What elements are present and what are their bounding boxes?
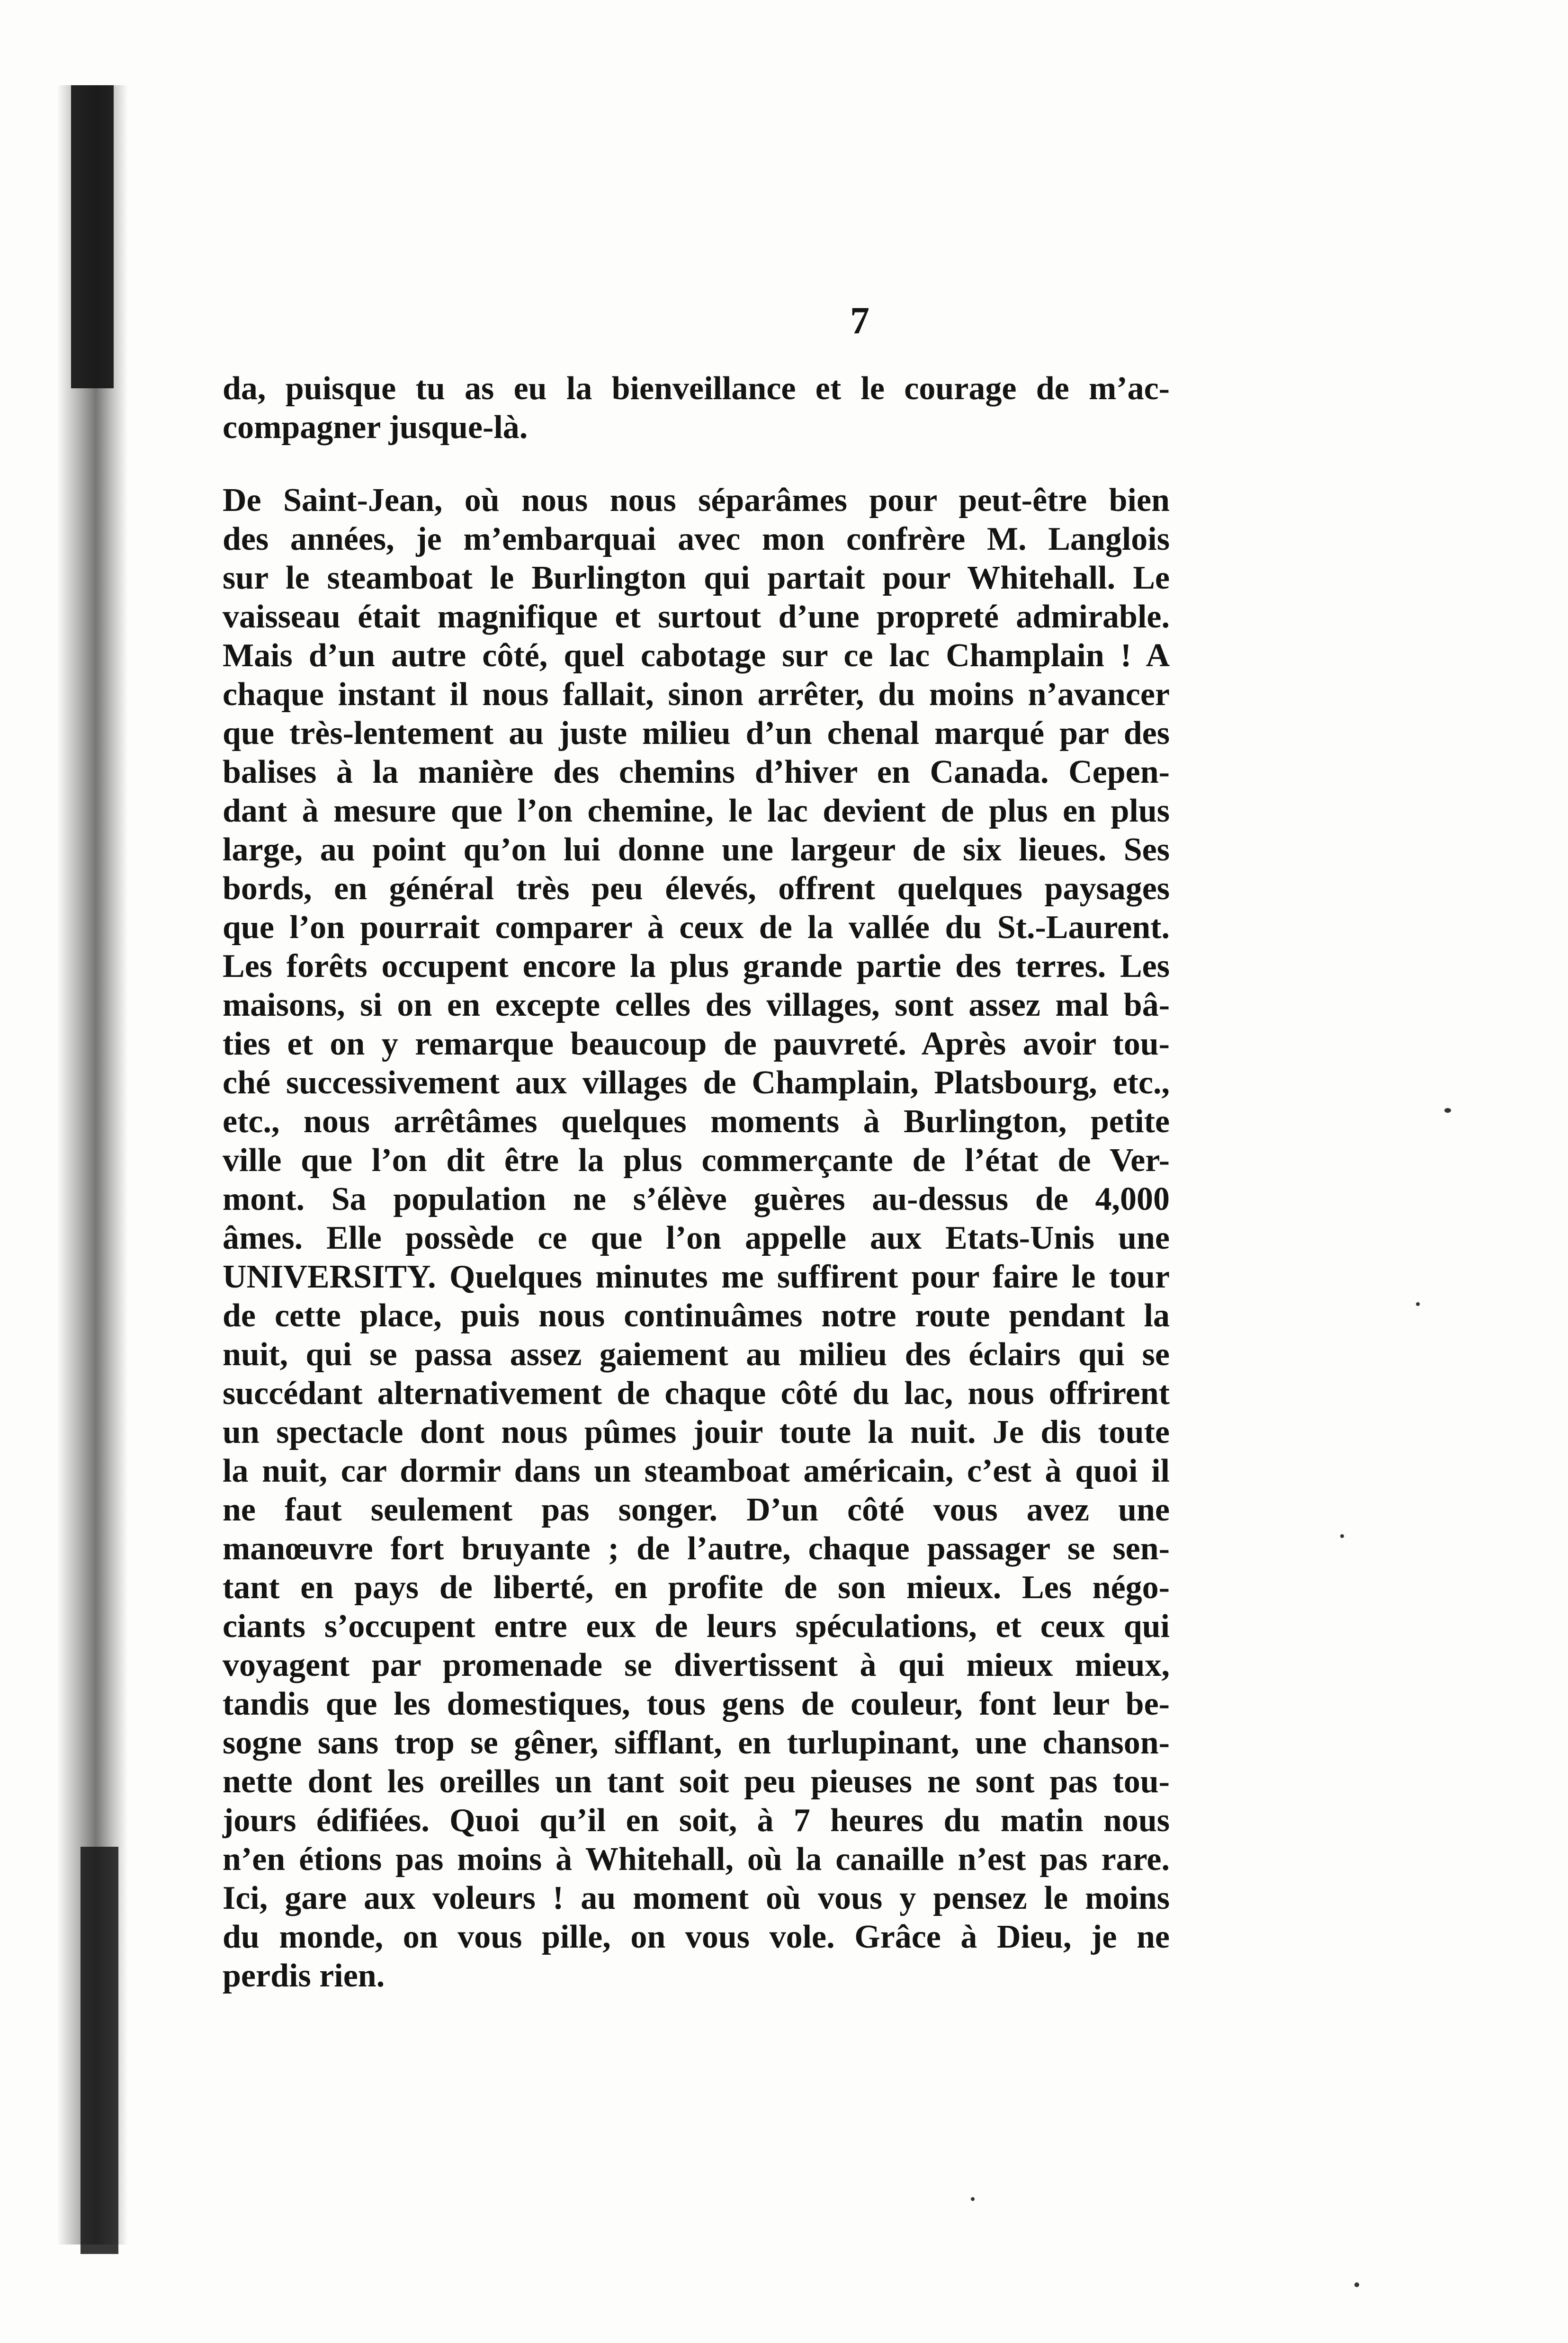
text-line: da, puisque tu as eu la bienveillance et le courage de m’ac- bbox=[223, 370, 1170, 407]
text-line: dant à mesure que l’on chemine, le lac devient de plus en plus bbox=[223, 793, 1170, 829]
text-line: etc., nous arrêtâmes quelques moments à Burlington, petite bbox=[223, 1103, 1170, 1140]
body-text bbox=[223, 369, 1170, 1995]
text-line: Les forêts occupent encore la plus grande partie des terres. Les bbox=[223, 948, 1170, 984]
binding-edge-bottom bbox=[81, 1847, 118, 2254]
scan-speck bbox=[1340, 1534, 1344, 1538]
scan-speck bbox=[1444, 1108, 1451, 1113]
text-line: ne faut seulement pas songer. D’un côté vous avez une bbox=[223, 1492, 1170, 1528]
text-line: perdis rien. bbox=[223, 1958, 385, 1994]
text-line: De Saint-Jean, où nous nous séparâmes pour peut-être bien bbox=[223, 482, 1170, 519]
text-line: n’en étions pas moins à Whitehall, où la canaille n’est pas rare. bbox=[223, 1841, 1170, 1878]
text-line: jours édifiées. Quoi qu’il en soit, à 7 heures du matin nous bbox=[223, 1802, 1170, 1839]
text-line: tandis que les domestiques, tous gens de couleur, font leur be- bbox=[223, 1686, 1170, 1722]
text-line: de cette place, puis nous continuâmes notre route pendant la bbox=[223, 1297, 1170, 1334]
scan-speck bbox=[971, 2197, 975, 2201]
text-line: ché successivement aux villages de Champlain, Platsbourg, etc., bbox=[223, 1064, 1170, 1101]
text-line: UNIVERSITY. Quelques minutes me suffirent pour faire le tour bbox=[223, 1259, 1170, 1295]
text-line: que l’on pourrait comparer à ceux de la vallée du St.-Laurent. bbox=[223, 909, 1170, 946]
text-line: mont. Sa population ne s’élève guères au-dessus de 4,000 bbox=[223, 1181, 1170, 1217]
text-line: du monde, on vous pille, on vous vole. Grâce à Dieu, je ne bbox=[223, 1919, 1170, 1955]
text-line: nette dont les oreilles un tant soit peu pieuses ne sont pas tou- bbox=[223, 1763, 1170, 1800]
text-line: nuit, qui se passa assez gaiement au milieu des éclairs qui se bbox=[223, 1336, 1170, 1373]
text-line: sur le steamboat le Burlington qui partait pour Whitehall. Le bbox=[223, 560, 1170, 596]
text-line: maisons, si on en excepte celles des villages, sont assez mal bâ- bbox=[223, 987, 1170, 1023]
text-line: large, au point qu’on lui donne une largeur de six lieues. Ses bbox=[223, 832, 1170, 868]
text-line: compagner jusque-là. bbox=[223, 409, 528, 446]
text-line: sogne sans trop se gêner, sifflant, en turlupinant, une chanson- bbox=[223, 1725, 1170, 1761]
page-number: 7 bbox=[850, 299, 869, 342]
text-line: succédant alternativement de chaque côté du lac, nous offrirent bbox=[223, 1375, 1170, 1412]
text-line: ciants s’occupent entre eux de leurs spéculations, et ceux qui bbox=[223, 1608, 1170, 1645]
text-line: vaisseau était magnifique et surtout d’une propreté admirable. bbox=[223, 599, 1170, 635]
text-line: des années, je m’embarquai avec mon confrère M. Langlois bbox=[223, 521, 1170, 557]
scan-speck bbox=[1416, 1302, 1420, 1306]
binding-edge-top bbox=[71, 85, 114, 388]
text-line: la nuit, car dormir dans un steamboat américain, c’est à quoi il bbox=[223, 1453, 1170, 1489]
text-line: bords, en général très peu élevés, offrent quelques paysages bbox=[223, 870, 1170, 907]
text-line: Mais d’un autre côté, quel cabotage sur ce lac Champlain ! A bbox=[223, 637, 1170, 674]
text-line: que très-lentement au juste milieu d’un chenal marqué par des bbox=[223, 715, 1170, 751]
text-line: manœuvre fort bruyante ; de l’autre, chaque passager se sen- bbox=[223, 1530, 1170, 1567]
text-line: balises à la manière des chemins d’hiver en Canada. Cepen- bbox=[223, 754, 1170, 790]
paragraph-break bbox=[223, 447, 1170, 481]
text-line: ville que l’on dit être la plus commerçante de l’état de Ver- bbox=[223, 1142, 1170, 1179]
text-line: un spectacle dont nous pûmes jouir toute la nuit. Je dis toute bbox=[223, 1414, 1170, 1450]
text-line: ties et on y remarque beaucoup de pauvreté. Après avoir tou- bbox=[223, 1026, 1170, 1062]
text-line: Ici, gare aux voleurs ! au moment où vous y pensez le moins bbox=[223, 1880, 1170, 1916]
text-line: voyagent par promenade se divertissent à qui mieux mieux, bbox=[223, 1647, 1170, 1683]
scan-speck bbox=[1354, 2282, 1359, 2287]
text-line: âmes. Elle possède ce que l’on appelle aux Etats-Unis une bbox=[223, 1220, 1170, 1256]
text-line: tant en pays de liberté, en profite de son mieux. Les négo- bbox=[223, 1569, 1170, 1606]
text-line: chaque instant il nous fallait, sinon arrêter, du moins n’avancer bbox=[223, 676, 1170, 713]
